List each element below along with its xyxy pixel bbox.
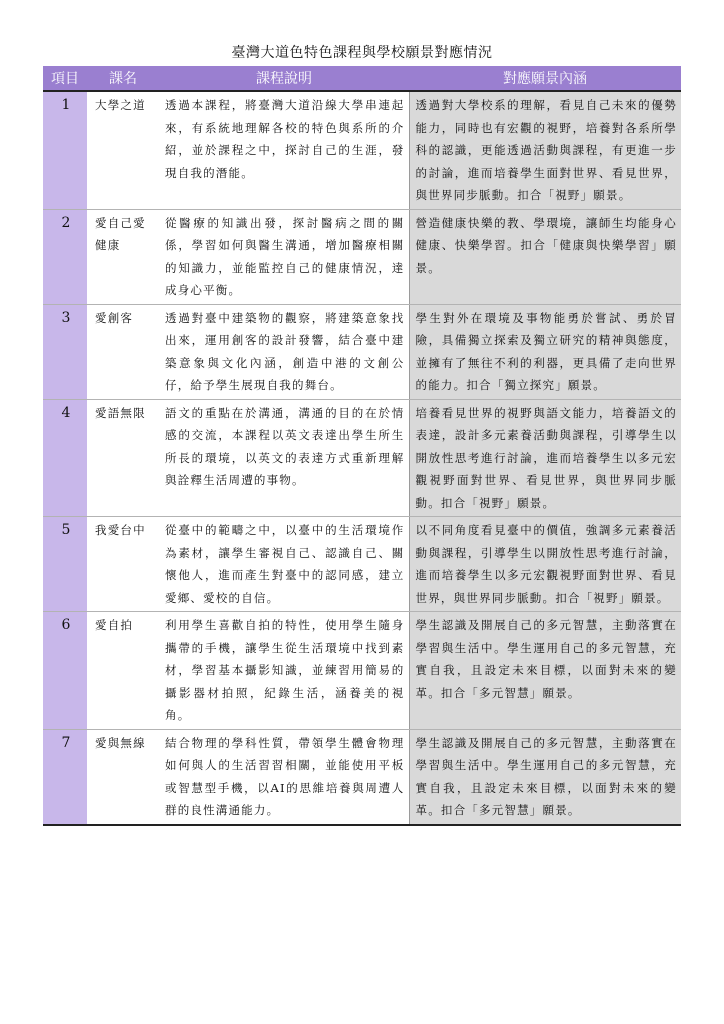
table-row	[43, 517, 681, 612]
header-course-name: 課名	[87, 66, 159, 91]
course-name: 愛自拍	[87, 612, 159, 730]
row-number: 3	[43, 304, 87, 399]
course-description: 語文的重點在於溝通，溝通的目的在於情感的交流，本課程以英文表達出學生所生所長的環境，以英文的表達方式重新理解與詮釋生活周遭的事物。	[159, 399, 409, 517]
row-number: 6	[43, 612, 87, 730]
table-row	[43, 612, 681, 730]
course-name: 愛創客	[87, 304, 159, 399]
table-row	[43, 209, 681, 304]
row-number: 2	[43, 209, 87, 304]
table-row	[43, 729, 681, 825]
header-vision: 對應願景內涵	[409, 66, 681, 91]
header-item: 項目	[43, 66, 87, 91]
row-number: 7	[43, 729, 87, 825]
vision-content: 學生認識及開展自己的多元智慧，主動落實在學習與生活中。學生運用自己的多元智慧，充實自我，且設定未來目標，以面對未來的變革。扣合「多元智慧」願景。	[409, 729, 681, 825]
course-description: 透過對臺中建築物的觀察，將建築意象找出來，運用創客的設計發響，結合臺中建築意象與文化內涵，創造中港的文創公仔，給予學生展現自我的舞台。	[159, 304, 409, 399]
course-name: 愛語無限	[87, 399, 159, 517]
course-description: 從臺中的範疇之中，以臺中的生活環境作為素材，讓學生審視自己、認識自己、關懷他人，進而產生對臺中的認同感，建立愛鄉、愛校的自信。	[159, 517, 409, 612]
vision-content: 營造健康快樂的教、學環境，讓師生均能身心健康、快樂學習。扣合「健康與快樂學習」願景。	[409, 209, 681, 304]
vision-content: 學生對外在環境及事物能勇於嘗試、勇於冒險，具備獨立探索及獨立研究的精神與態度，並擁有了無往不利的利器，更具備了走向世界的能力。扣合「獨立探究」願景。	[409, 304, 681, 399]
page-title: 臺灣大道色特色課程與學校願景對應情況	[231, 45, 493, 61]
table-header-row	[43, 66, 681, 91]
vision-content: 透過對大學校系的理解，看見自己未來的優勢能力，同時也有宏觀的視野，培養對各系所學科的認識，更能透過活動與課程，有更進一步的討論，進而培養學生面對世界、看見世界，與世界同步脈動。扣合「視野」願景。	[409, 91, 681, 209]
vision-table	[43, 66, 681, 826]
vision-content: 學生認識及開展自己的多元智慧，主動落實在學習與生活中。學生運用自己的多元智慧，充實自我，且設定未來目標，以面對未來的變革。扣合「多元智慧」願景。	[409, 612, 681, 730]
course-description: 結合物理的學科性質，帶領學生體會物理如何與人的生活習習相關，並能使用平板或智慧型手機，以AI的思維培養與周遭人群的良性溝通能力。	[159, 729, 409, 825]
course-description: 透過本課程，將臺灣大道沿線大學串連起來，有系統地理解各校的特色與系所的介紹，並於課程之中，探討自己的生涯，發現自我的潛能。	[159, 91, 409, 209]
header-course-description: 課程說明	[159, 66, 409, 91]
row-number: 1	[43, 91, 87, 209]
row-number: 4	[43, 399, 87, 517]
course-description: 利用學生喜歡自拍的特性，使用學生隨身攜帶的手機，讓學生從生活環境中找到素材，學習基本攝影知識，並練習用簡易的攝影器材拍照，紀錄生活，涵養美的視角。	[159, 612, 409, 730]
course-name: 大學之道	[87, 91, 159, 209]
row-number: 5	[43, 517, 87, 612]
course-name: 愛與無線	[87, 729, 159, 825]
vision-content: 以不同角度看見臺中的價值，強調多元素養活動與課程，引導學生以開放性思考進行討論，進而培養學生以多元宏觀視野面對世界、看見世界，與世界同步脈動。扣合「視野」願景。	[409, 517, 681, 612]
course-description: 從醫療的知識出發，探討醫病之間的關係，學習如何與醫生溝通，增加醫療相關的知識力，並能監控自己的健康情況，達成身心平衡。	[159, 209, 409, 304]
table-row	[43, 399, 681, 517]
course-name: 我愛台中	[87, 517, 159, 612]
table-row	[43, 91, 681, 209]
course-name: 愛自己愛健康	[87, 209, 159, 304]
vision-content: 培養看見世界的視野與語文能力，培養語文的表達，設計多元素養活動與課程，引導學生以開放性思考進行討論，進而培養學生以多元宏觀視野面對世界、看見世界，與世界同步脈動。扣合「視野」願景。	[409, 399, 681, 517]
table-row	[43, 304, 681, 399]
